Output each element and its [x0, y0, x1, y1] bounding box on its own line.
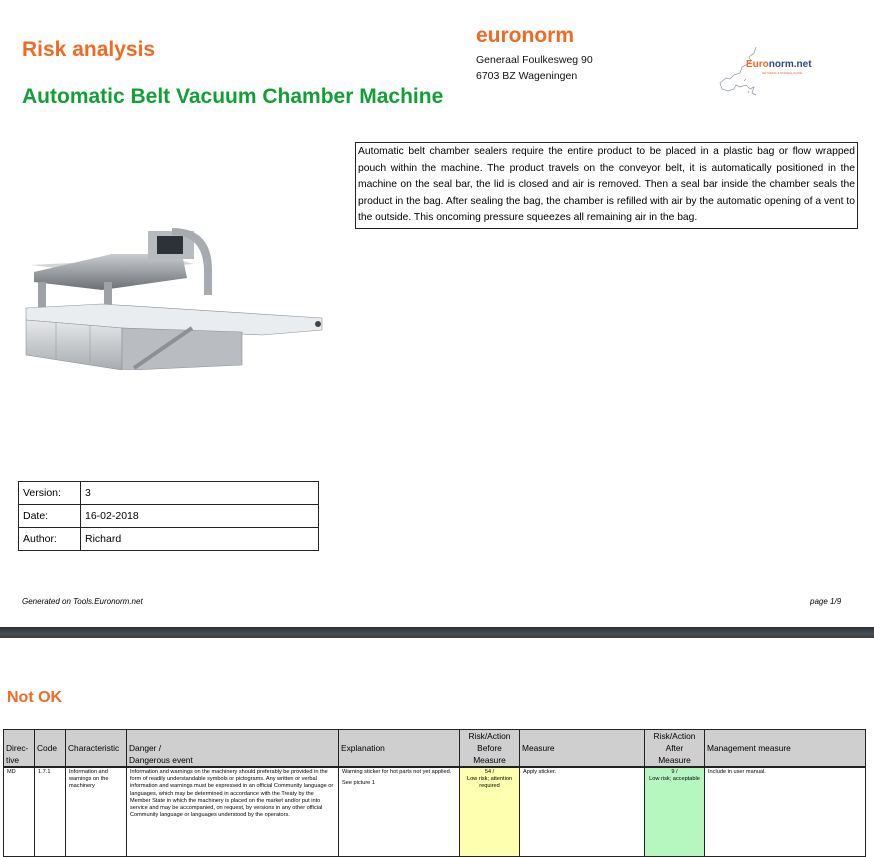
header-management: Management measure	[705, 730, 866, 768]
euronorm-logo	[716, 45, 816, 97]
header-before: Risk/Action Before Measure	[460, 730, 520, 768]
table-row	[4, 767, 866, 857]
risk-before-text: Low risk; attention required	[466, 776, 513, 790]
cell-measure: Apply sticker.	[520, 767, 645, 857]
cell-risk-before	[460, 767, 520, 857]
risk-table	[3, 729, 866, 857]
cell-code: 1.7.1	[35, 767, 66, 857]
logo-text-norm: norm.net	[768, 59, 812, 70]
address-line-2: 6703 BZ Wageningen	[476, 70, 578, 82]
meta-row-author	[19, 528, 319, 551]
cell-directive: MD	[4, 767, 35, 857]
company-name: euronorm	[476, 24, 575, 47]
header-code: Code	[35, 730, 66, 768]
cell-danger: Information and warnings on the machinery should preferably be provided in the form of readily understandable symbols or pictograms. Any written or verbal information and warnings must be expressed in an official Community language or languages, which may be determined in accordance with the Treaty by the Member State in which the machinery is placed on the market and/or put into service and may be accompanied, on request, by versions in any other official Community language or languages understood by the operators.	[127, 767, 339, 857]
logo-tagline: NETSEMS & NORMALISATIE	[762, 71, 803, 75]
header-after: Risk/Action After Measure	[645, 730, 705, 768]
header-danger: Danger / Dangerous event	[127, 730, 339, 768]
cell-explanation	[339, 767, 460, 857]
explanation-picture-ref: See picture 1	[342, 780, 375, 787]
meta-value: 3	[81, 482, 319, 505]
risk-before-score: 54 /	[484, 769, 495, 775]
generated-note: Generated on Tools.Euronorm.net	[22, 597, 143, 606]
logo-text-euro: Euro	[746, 59, 769, 70]
risk-after-score: 9 /	[671, 769, 678, 775]
section-title: Not OK	[7, 689, 63, 706]
risk-after-text: Low risk; acceptable	[649, 776, 700, 783]
machine-image	[22, 220, 324, 370]
meta-label: Date:	[19, 505, 81, 528]
document-title: Risk analysis	[22, 38, 156, 61]
header-directive: Direc- tive	[4, 730, 35, 768]
machine-description: Automatic belt chamber sealers require the entire product to be placed in a plastic bag or flow wrapped pouch within the machine. The product travels on the conveyor belt, it is automatically positioned in the machine on the seal bar, the lid is closed and air is removed. Then a seal bar inside the chamber seals the product in the bag. After sealing the bag, the chamber is refilled with air by the automatic opening of a vent to the outside. This oncoming pressure squeezes all remaining air in the bag.	[355, 142, 858, 229]
header-explanation: Explanation	[339, 730, 460, 768]
header-characteristic: Characteristic	[66, 730, 127, 768]
meta-value: 16-02-2018	[81, 505, 319, 528]
cell-characteristic: Information and warnings on the machinery	[66, 767, 127, 857]
meta-label: Version:	[19, 482, 81, 505]
meta-value: Richard	[81, 528, 319, 551]
cell-management: Include in user manual.	[705, 767, 866, 857]
meta-label: Author:	[19, 528, 81, 551]
document-meta-table	[18, 481, 319, 551]
risk-table-header	[4, 730, 866, 768]
meta-row-date	[19, 505, 319, 528]
address-line-1: Generaal Foulkesweg 90	[476, 54, 593, 66]
meta-row-version	[19, 482, 319, 505]
machine-name: Automatic Belt Vacuum Chamber Machine	[22, 85, 444, 108]
page-separator	[0, 627, 874, 638]
explanation-text: Warning sticker for hot parts not yet applied.	[342, 769, 452, 775]
page-number: page 1/9	[810, 597, 842, 606]
cell-risk-after	[645, 767, 705, 857]
header-measure: Measure	[520, 730, 645, 768]
